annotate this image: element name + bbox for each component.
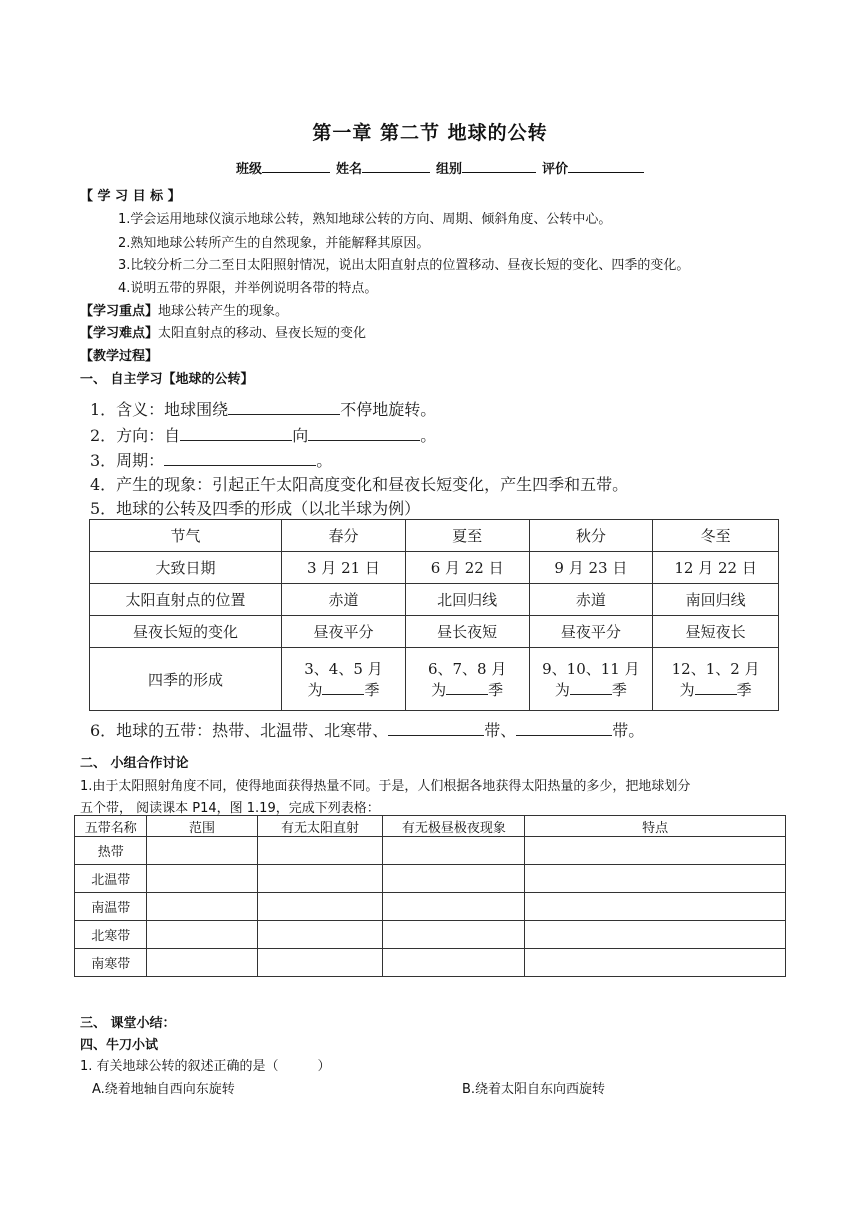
empty-cell[interactable] bbox=[383, 893, 525, 921]
key-point-text: 地球公转产生的现象。 bbox=[158, 304, 289, 319]
eval-label: 评价 bbox=[542, 162, 569, 177]
option-a[interactable]: A.绕着地轴自西向东旋转 bbox=[92, 1082, 235, 1097]
header-cell: 冬至 bbox=[653, 520, 779, 552]
goal-item-4: 4.说明五带的界限，并举例说明各带的特点。 bbox=[118, 281, 378, 296]
empty-cell[interactable] bbox=[383, 949, 525, 977]
name-label: 姓名 bbox=[336, 162, 363, 177]
question-5: 5．地球的公转及四季的形成（以北半球为例） bbox=[90, 499, 421, 518]
table-cell: 昼夜平分 bbox=[529, 616, 653, 648]
zone-table bbox=[74, 815, 786, 977]
q2-blank-from[interactable] bbox=[180, 426, 292, 441]
season-cell: 3、4、5 月 为 季 bbox=[282, 648, 406, 711]
table-row bbox=[75, 865, 786, 893]
question-3: 3．周期： 。 bbox=[90, 451, 333, 470]
table-cell: 北回归线 bbox=[405, 584, 529, 616]
empty-cell[interactable] bbox=[257, 921, 383, 949]
table-cell: 昼短夜长 bbox=[653, 616, 779, 648]
empty-cell[interactable] bbox=[257, 837, 383, 865]
header-cell: 五带名称 bbox=[75, 816, 147, 837]
empty-cell[interactable] bbox=[525, 865, 786, 893]
section4-heading: 四、牛刀小试 bbox=[80, 1038, 159, 1053]
table-cell: 9 月 23 日 bbox=[529, 552, 653, 584]
table-cell: 赤道 bbox=[529, 584, 653, 616]
zone-name: 南寒带 bbox=[75, 949, 147, 977]
row-label: 太阳直射点的位置 bbox=[90, 584, 282, 616]
table-row bbox=[90, 552, 779, 584]
table-row bbox=[90, 648, 779, 711]
question-6: 6．地球的五带：热带、北温带、北寒带、 带、 带。 bbox=[90, 721, 645, 740]
section2-text-2: 五个带， 阅读课本 P14，图 1.19，完成下列表格： bbox=[80, 801, 380, 816]
empty-cell[interactable] bbox=[525, 949, 786, 977]
season-cell: 12、1、2 月 为 季 bbox=[653, 648, 779, 711]
header-cell: 特点 bbox=[525, 816, 786, 837]
option-b[interactable]: B.绕着太阳自东向西旋转 bbox=[462, 1082, 606, 1097]
season-table-header bbox=[90, 520, 779, 552]
question-4: 4．产生的现象：引起正午太阳高度变化和昼夜长短变化，产生四季和五带。 bbox=[90, 475, 629, 494]
section1-heading: 一、 自主学习【地球的公转】 bbox=[80, 372, 254, 387]
season-cell: 9、10、11 月 为 季 bbox=[529, 648, 653, 711]
header-cell: 范围 bbox=[147, 816, 257, 837]
goal-item-1: 1.学会运用地球仪演示地球公转，熟知地球公转的方向、周期、倾斜角度、公转中心。 bbox=[118, 212, 612, 227]
group-label: 组别 bbox=[436, 162, 463, 177]
practice-question-1: 1. 有关地球公转的叙述正确的是（ ） bbox=[80, 1059, 331, 1074]
header-cell: 秋分 bbox=[529, 520, 653, 552]
season-blank[interactable] bbox=[446, 680, 488, 695]
zone-name: 北寒带 bbox=[75, 921, 147, 949]
table-cell: 3 月 21 日 bbox=[282, 552, 406, 584]
empty-cell[interactable] bbox=[147, 949, 257, 977]
section2-heading: 二、 小组合作讨论 bbox=[80, 756, 189, 771]
empty-cell[interactable] bbox=[147, 921, 257, 949]
empty-cell[interactable] bbox=[525, 893, 786, 921]
season-blank[interactable] bbox=[322, 680, 364, 695]
header-cell: 有无极昼极夜现象 bbox=[383, 816, 525, 837]
name-blank[interactable] bbox=[362, 160, 430, 173]
class-blank[interactable] bbox=[262, 160, 330, 173]
difficulty bbox=[80, 322, 366, 341]
process-heading: 【教学过程】 bbox=[80, 349, 159, 364]
header-cell: 夏至 bbox=[405, 520, 529, 552]
key-point bbox=[80, 300, 288, 319]
question-1: 1．含义：地球围绕 不停地旋转。 bbox=[90, 400, 437, 419]
row-label: 四季的形成 bbox=[90, 648, 282, 711]
zone-name: 南温带 bbox=[75, 893, 147, 921]
table-row bbox=[75, 921, 786, 949]
empty-cell[interactable] bbox=[147, 837, 257, 865]
table-cell: 赤道 bbox=[282, 584, 406, 616]
difficulty-text: 太阳直射点的移动、昼夜长短的变化 bbox=[158, 326, 367, 341]
empty-cell[interactable] bbox=[383, 865, 525, 893]
season-table bbox=[89, 519, 779, 711]
q1-blank[interactable] bbox=[228, 400, 340, 415]
zone-name: 热带 bbox=[75, 837, 147, 865]
zone-name: 北温带 bbox=[75, 865, 147, 893]
empty-cell[interactable] bbox=[257, 893, 383, 921]
table-cell: 12 月 22 日 bbox=[653, 552, 779, 584]
eval-blank[interactable] bbox=[568, 160, 644, 173]
table-row bbox=[75, 837, 786, 865]
header-cell: 节气 bbox=[90, 520, 282, 552]
empty-cell[interactable] bbox=[147, 865, 257, 893]
header-cell: 春分 bbox=[282, 520, 406, 552]
empty-cell[interactable] bbox=[257, 865, 383, 893]
empty-cell[interactable] bbox=[147, 893, 257, 921]
table-row bbox=[75, 893, 786, 921]
q6-blank-2[interactable] bbox=[516, 721, 612, 736]
student-info-line bbox=[236, 158, 650, 177]
table-row bbox=[90, 584, 779, 616]
empty-cell[interactable] bbox=[383, 837, 525, 865]
class-label: 班级 bbox=[236, 162, 263, 177]
empty-cell[interactable] bbox=[525, 921, 786, 949]
table-cell: 昼长夜短 bbox=[405, 616, 529, 648]
header-cell: 有无太阳直射 bbox=[257, 816, 383, 837]
q3-blank[interactable] bbox=[164, 451, 316, 466]
season-blank[interactable] bbox=[695, 680, 737, 695]
empty-cell[interactable] bbox=[383, 921, 525, 949]
row-label: 昼夜长短的变化 bbox=[90, 616, 282, 648]
table-row bbox=[90, 616, 779, 648]
zone-table-header bbox=[75, 816, 786, 837]
difficulty-label: 【学习难点】 bbox=[80, 326, 159, 341]
section2-text-1: 1.由于太阳照射角度不同，使得地面获得热量不同。于是，人们根据各地获得太阳热量的多少，把地球划分 bbox=[80, 779, 691, 794]
table-cell: 昼夜平分 bbox=[282, 616, 406, 648]
key-point-label: 【学习重点】 bbox=[80, 304, 159, 319]
group-blank[interactable] bbox=[462, 160, 536, 173]
row-label: 大致日期 bbox=[90, 552, 282, 584]
question-2: 2．方向：自 向 。 bbox=[90, 426, 437, 445]
goal-item-2: 2.熟知地球公转所产生的自然现象，并能解释其原因。 bbox=[118, 236, 430, 251]
table-cell: 南回归线 bbox=[653, 584, 779, 616]
table-cell: 6 月 22 日 bbox=[405, 552, 529, 584]
section3-heading: 三、 课堂小结： bbox=[80, 1016, 176, 1031]
goals-heading: 【 学 习 目 标 】 bbox=[80, 189, 181, 204]
season-blank[interactable] bbox=[570, 680, 612, 695]
table-row bbox=[75, 949, 786, 977]
empty-cell[interactable] bbox=[525, 837, 786, 865]
q6-blank-1[interactable] bbox=[388, 721, 484, 736]
season-cell: 6、7、8 月 为 季 bbox=[405, 648, 529, 711]
q2-blank-to[interactable] bbox=[308, 426, 420, 441]
page-title: 第一章 第二节 地球的公转 bbox=[312, 122, 548, 144]
empty-cell[interactable] bbox=[257, 949, 383, 977]
goal-item-3: 3.比较分析二分二至日太阳照射情况，说出太阳直射点的位置移动、昼夜长短的变化、四季的变化。 bbox=[118, 258, 690, 273]
